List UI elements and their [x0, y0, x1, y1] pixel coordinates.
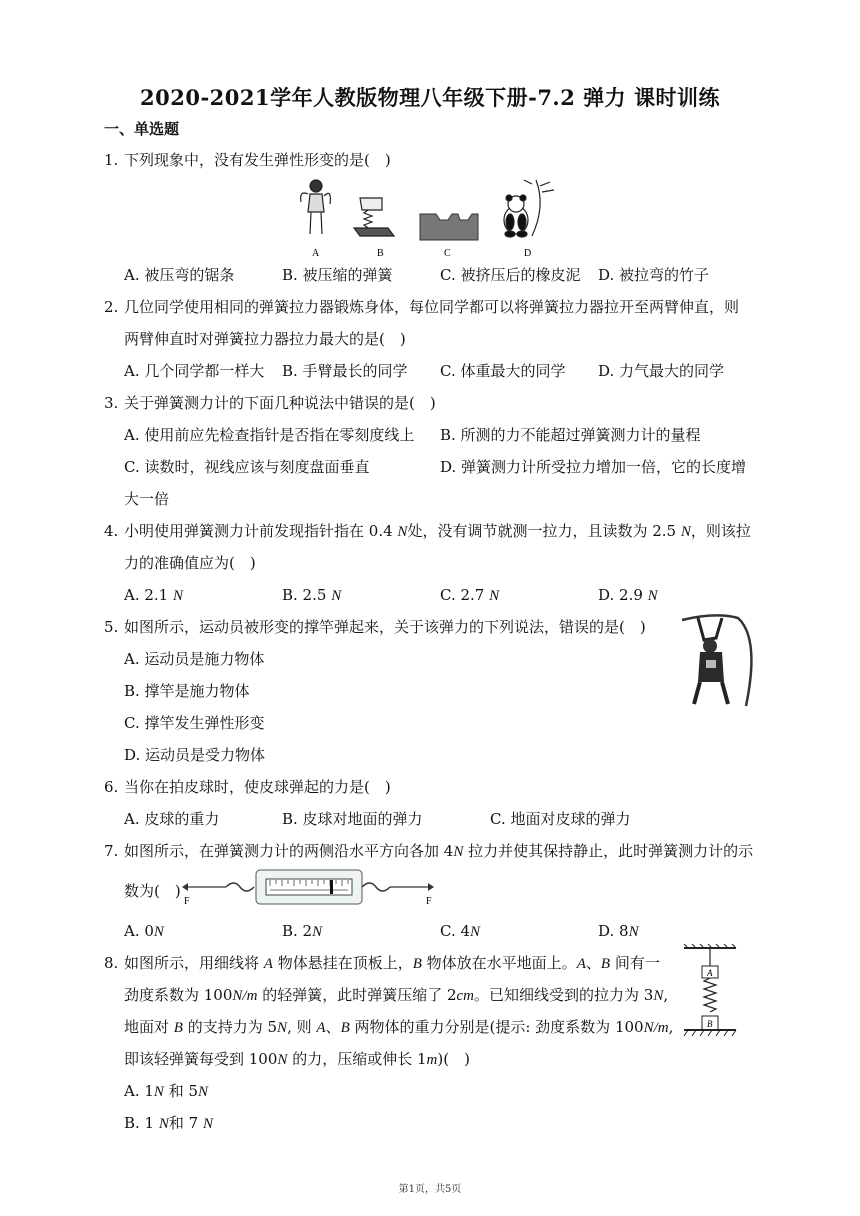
option-c: C. 2.7 N	[440, 586, 500, 604]
section-heading: 一、单选题	[104, 120, 180, 138]
question-number: 2.	[104, 298, 119, 316]
option-c: C. 撑竿发生弹性形变	[124, 714, 265, 732]
option-a: A. 运动员是施力物体	[124, 650, 265, 668]
question-text: 关于弹簧测力计的下面几种说法中错误的是( )	[124, 394, 436, 412]
fig-label-c: C	[444, 248, 451, 259]
fig-label-b: B	[377, 248, 384, 259]
panda-bamboo-image	[504, 180, 554, 237]
question-text: 小明使用弹簧测力计前发现指针指在 0.4 N处，没有调节就测一拉力，且读数为 2.5 N，则该拉	[124, 522, 751, 540]
question-text: 下列现象中，没有发生弹性形变的是( )	[124, 151, 391, 169]
spring-blocks-figure	[680, 944, 740, 1048]
question-text: 当你在拍皮球时，使皮球弹起的力是( )	[124, 778, 391, 796]
block-a-label: A	[707, 968, 713, 978]
arrow-right-icon	[428, 883, 434, 891]
option-a: A. 几个同学都一样大	[124, 362, 265, 380]
option-a: A. 1N 和 5N	[124, 1082, 209, 1100]
question-number: 8.	[104, 954, 119, 972]
q1-figure	[296, 176, 564, 260]
option-a: A. 2.1 N	[124, 586, 184, 604]
option-d: D. 被拉弯的竹子	[598, 266, 710, 284]
option-a: A. 0N	[124, 922, 164, 940]
option-d: D. 2.9 N	[598, 586, 658, 604]
question-text-cont: 力的准确值应为( )	[124, 554, 256, 572]
question-text-cont: 两臂伸直时对弹簧拉力器拉力最大的是( )	[124, 330, 406, 348]
question-number: 6.	[104, 778, 119, 796]
option-d: D. 运动员是受力物体	[124, 746, 266, 764]
option-b: B. 2.5 N	[282, 586, 342, 604]
option-d-cont: 大一倍	[124, 490, 170, 508]
option-b: B. 2N	[282, 922, 323, 940]
option-a: A. 使用前应先检查指针是否指在零刻度线上	[124, 426, 415, 444]
option-c: C. 读数时，视线应该与刻度盘面垂直	[124, 458, 370, 476]
option-d: D. 8N	[598, 922, 639, 940]
question-number: 7.	[104, 842, 119, 860]
fig-label-d: D	[524, 248, 532, 259]
clay-image	[420, 214, 478, 240]
pole-vault-image	[676, 608, 760, 710]
question-number: 3.	[104, 394, 119, 412]
option-d: D. 力气最大的同学	[598, 362, 725, 380]
question-text: 如图所示，运动员被形变的撑竿弹起来，关于该弹力的下列说法，错误的是( )	[124, 618, 646, 636]
force-label-right: F	[426, 896, 432, 907]
question-number: 5.	[104, 618, 119, 636]
question-number: 1.	[104, 151, 119, 169]
option-d: D. 弹簧测力计所受拉力增加一倍，它的长度增	[440, 458, 747, 476]
arrow-left-icon	[182, 883, 188, 891]
question-text-line2: 劲度系数为 100N/m 的轻弹簧，此时弹簧压缩了 2cm。已知细线受到的拉力为 3N,	[124, 986, 669, 1004]
question-text-line3: 地面对 B 的支持力为 5N, 则 A、B 两物体的重力分别是(提示: 劲度系数为 100N/m,	[124, 1018, 674, 1036]
option-b: B. 撑竿是施力物体	[124, 682, 250, 700]
question-text: 如图所示，在弹簧测力计的两侧沿水平方向各加 4N 拉力并使其保持静止，此时弹簧测力计的示	[124, 842, 754, 860]
option-c: C. 体重最大的同学	[440, 362, 566, 380]
block-b-label: B	[707, 1019, 713, 1029]
spring-scale-figure	[182, 866, 438, 908]
option-b: B. 所测的力不能超过弹簧测力计的量程	[440, 426, 701, 444]
option-b: B. 1 N和 7 N	[124, 1114, 213, 1132]
question-text-line1: 如图所示，用细线将 A 物体悬挂在顶板上，B 物体放在水平地面上。A、B 间有一	[124, 954, 660, 972]
option-a: A. 被压弯的锯条	[124, 266, 235, 284]
option-b: B. 皮球对地面的弹力	[282, 810, 423, 828]
spring-press-image	[354, 198, 394, 236]
option-b: B. 手臂最长的同学	[282, 362, 408, 380]
fig-label-a: A	[312, 248, 320, 259]
question-text: 几位同学使用相同的弹簧拉力器锻炼身体，每位同学都可以将弹簧拉力器拉开至两臂伸直，则	[124, 298, 740, 316]
question-number: 4.	[104, 522, 119, 540]
child-saw-image	[301, 180, 331, 234]
question-text-line4: 即该轻弹簧每受到 100N 的力，压缩或伸长 1m)( )	[124, 1050, 470, 1068]
option-b: B. 被压缩的弹簧	[282, 266, 393, 284]
option-c: C. 被挤压后的橡皮泥	[440, 266, 581, 284]
option-c: C. 地面对皮球的弹力	[490, 810, 631, 828]
page-footer: 第1页，共5页	[398, 1184, 462, 1195]
page-title: 2020-2021学年人教版物理八年级下册-7.2 弹力 课时训练	[140, 85, 720, 110]
force-label-left: F	[184, 896, 190, 907]
option-a: A. 皮球的重力	[124, 810, 220, 828]
question-text-cont: 数为( )	[124, 882, 181, 900]
option-c: C. 4N	[440, 922, 481, 940]
